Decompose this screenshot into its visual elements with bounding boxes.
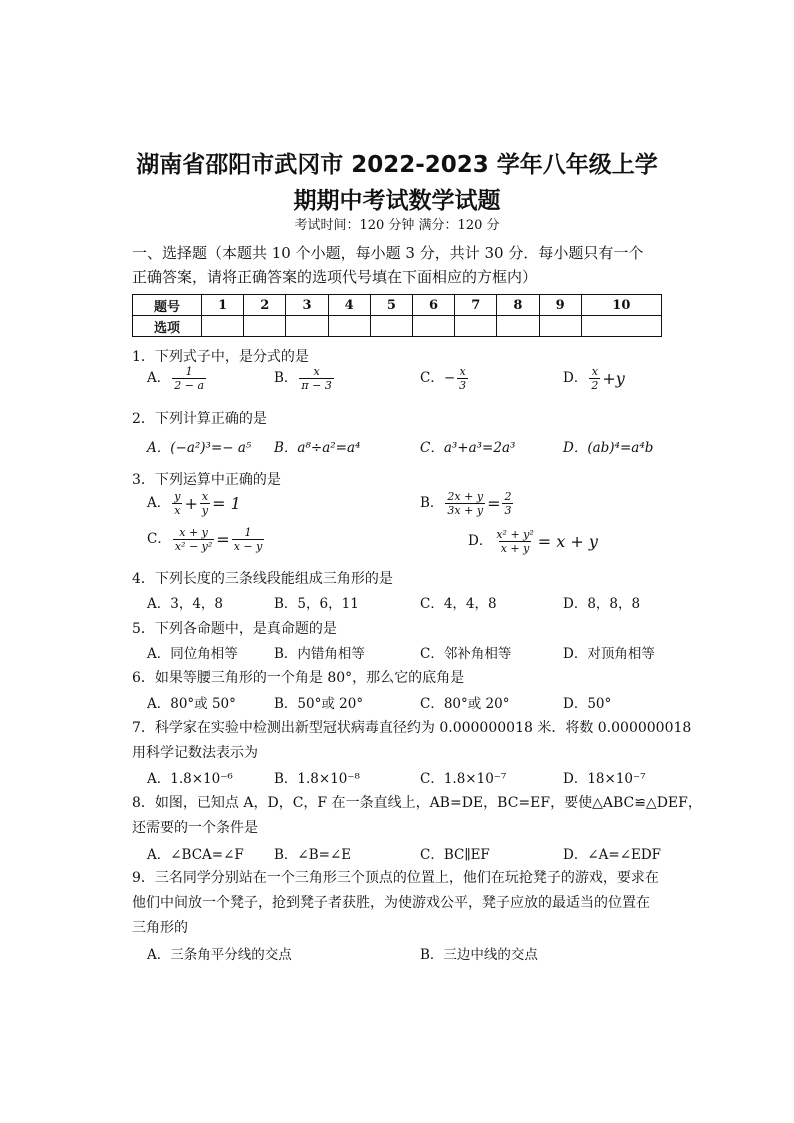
q7-option-c: C．1.8×10⁻⁷ [420,771,507,787]
answer-cell[interactable] [370,316,412,337]
question-7-stem-line-1: 7．科学家在实验中检测出新型冠状病毒直径约为 0.000000018 米．将数 0.000000018 [132,720,692,736]
expression-tail: = 1 [212,494,241,513]
col-number: 1 [202,295,244,316]
question-9-stem-line-2: 他们中间放一个凳子，抢到凳子者获胜，为使游戏公平，凳子应放的最适当的位置在 [132,895,650,911]
q5-option-b: B．内错角相等 [274,646,365,662]
answer-cell[interactable] [412,316,454,337]
q1-option-a [147,365,208,392]
q1-option-c [420,365,470,392]
question-1-stem: 1．下列式子中，是分式的是 [132,349,309,365]
numerator: x [201,490,209,503]
row-label-choice: 选项 [133,316,202,337]
denominator: x [174,504,181,517]
q5-option-a: A．同位角相等 [147,646,238,662]
q2-option-d: D．(ab)⁴=a⁴b [563,440,654,456]
q4-option-a: A．3，4，8 [147,596,224,612]
fraction [299,365,333,392]
section-heading-line-2: 正确答案，请将正确答案的选项代号填在下面相应的方框内） [132,268,538,286]
q1-option-d [563,365,625,392]
question-7-stem-line-2: 用科学记数法表示为 [132,745,258,761]
denominator: 3 [459,379,467,392]
answer-cell[interactable] [202,316,244,337]
question-6-stem: 6．如果等腰三角形的一个角是 80°，那么它的底角是 [132,670,465,686]
fraction [494,528,535,555]
answer-table [132,294,662,337]
expression-tail: +y [602,369,625,388]
q9-option-b: B．三边中线的交点 [420,947,538,963]
answer-table-choice-row [133,316,662,337]
operator: + [184,494,198,513]
q3-option-a [147,490,241,517]
q8-option-b: B．∠B=∠E [274,847,352,863]
numerator: y [174,490,181,503]
operator: = [487,494,501,513]
q6-option-b: B．50°或 20° [274,696,364,712]
question-2-stem: 2．下列计算正确的是 [132,411,267,427]
option-label: A． [147,495,171,511]
q8-option-d: D．∠A=∠EDF [563,847,662,863]
denominator: 2 − a [174,379,205,392]
col-number: 5 [370,295,412,316]
q3-option-b [420,490,515,517]
answer-cell[interactable] [497,316,539,337]
fraction [173,526,214,553]
option-label: C．− [420,370,456,386]
fraction [200,490,210,517]
q5-option-d: D．对顶角相等 [563,646,655,662]
answer-cell[interactable] [286,316,328,337]
numerator: 1 [185,365,193,378]
q2-option-c: C．a³+a³=2a³ [420,440,516,456]
answer-cell[interactable] [455,316,497,337]
fraction [457,365,468,392]
denominator: 3x + y [447,504,484,517]
answer-table-number-row [133,295,662,316]
question-8-stem-line-2: 还需要的一个条件是 [132,820,258,836]
denominator: y [201,504,209,517]
option-label: D． [468,533,493,549]
q6-option-c: C．80°或 20° [420,696,510,712]
answer-cell[interactable] [244,316,286,337]
denominator: π − 3 [301,379,332,392]
q3-option-c [147,526,266,553]
numerator: x + y [179,526,208,539]
answer-cell[interactable] [539,316,581,337]
q4-option-c: C．4，4，8 [420,596,497,612]
question-5-stem: 5．下列各命题中，是真命题的是 [132,621,337,637]
option-label: B． [420,495,444,511]
numerator: 2x + y [447,490,484,503]
answer-cell[interactable] [581,316,661,337]
fraction [445,490,485,517]
numerator: x² + y² [496,528,534,541]
operator: = [216,530,230,549]
numerator: 2 [504,490,512,503]
title-line-2: 期期中考试数学试题 [293,188,501,214]
expression-tail: = x + y [537,532,598,551]
denominator: 3 [504,504,512,517]
numerator: 1 [244,526,252,539]
question-9-stem-line-3: 三角形的 [132,920,188,936]
fraction [172,490,182,517]
option-label: B． [274,370,298,386]
answer-cell[interactable] [328,316,370,337]
q1-option-b [274,365,336,392]
q5-option-c: C．邻补角相等 [420,646,512,662]
fraction [232,526,265,553]
option-label: C． [147,531,171,547]
q7-option-d: D．18×10⁻⁷ [563,771,646,787]
q2-option-b: B．a⁸÷a²=a⁴ [274,440,361,456]
option-label: A． [147,370,171,386]
col-number: 8 [497,295,539,316]
fraction [589,365,600,392]
denominator: x + y [500,542,530,555]
fraction [172,365,206,392]
col-number: 9 [539,295,581,316]
question-3-stem: 3．下列运算中正确的是 [132,472,281,488]
numerator: x [313,365,320,378]
fraction [502,490,513,517]
q4-option-b: B．5，6，11 [274,596,359,612]
question-4-stem: 4．下列长度的三条线段能组成三角形的是 [132,571,393,587]
col-number: 3 [286,295,328,316]
title-line-1: 湖南省邵阳市武冈市 2022-2023 学年八年级上学 [136,152,658,178]
denominator: x² − y² [174,540,213,553]
question-8-stem-line-1: 8．如图，已知点 A，D，C，F 在一条直线上，AB=DE，BC=EF，要使△ABC≌△DEF， [132,795,702,811]
col-number: 7 [455,295,497,316]
numerator: x [459,365,466,378]
col-number: 6 [412,295,454,316]
question-9-stem-line-1: 9．三名同学分别站在一个三角形三个顶点的位置上，他们在玩抢凳子的游戏，要求在 [132,870,659,886]
q3-option-d [468,528,598,555]
option-label: D． [563,370,588,386]
denominator: x − y [233,540,263,553]
col-number: 2 [244,295,286,316]
q6-option-a: A．80°或 50° [147,696,236,712]
exam-info: 考试时间：120 分钟 满分：120 分 [294,218,500,233]
q8-option-a: A．∠BCA=∠F [147,847,244,863]
row-label-number: 题号 [133,295,202,316]
q9-option-a: A．三条角平分线的交点 [147,947,292,963]
q7-option-a: A．1.8×10⁻⁶ [147,771,233,787]
section-heading-line-1: 一、选择题（本题共 10 个小题，每小题 3 分，共计 30 分．每小题只有一个 [132,244,644,262]
col-number: 4 [328,295,370,316]
q2-option-a: A．(−a²)³=− a⁵ [147,440,252,456]
q6-option-d: D．50° [563,696,612,712]
q8-option-c: C．BC∥EF [420,847,490,863]
numerator: x [591,365,598,378]
q4-option-d: D．8，8，8 [563,596,641,612]
col-number: 10 [581,295,661,316]
denominator: 2 [591,379,599,392]
q7-option-b: B．1.8×10⁻⁸ [274,771,360,787]
